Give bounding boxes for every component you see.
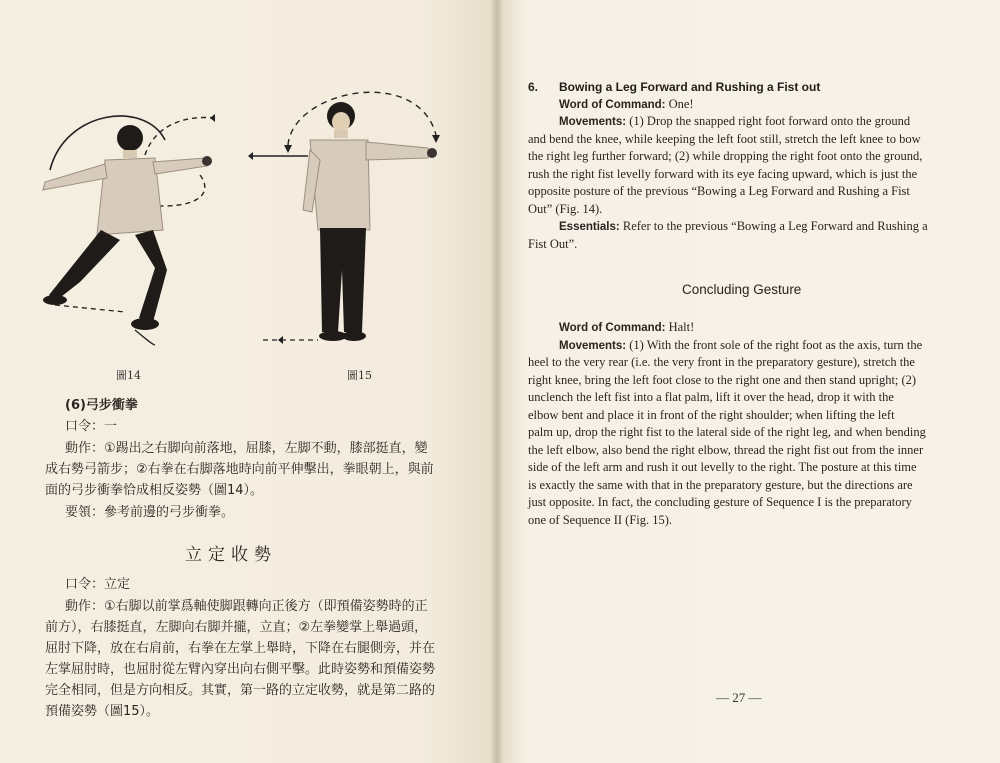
section-6-essentials-line bbox=[559, 218, 928, 237]
concluding-movements-line: unclench the left fist into a flat palm, lift it over the head, drop it with the bbox=[528, 390, 894, 404]
section-6-command-en bbox=[559, 96, 694, 115]
concluding-command-en bbox=[559, 319, 694, 338]
section-6-title-en: Bowing a Leg Forward and Rushing a Fist out bbox=[559, 80, 821, 94]
figure-15-illustration bbox=[248, 70, 458, 350]
section-6-title-zh: (6)弓步衝拳 bbox=[65, 398, 138, 413]
section-6-essentials-line: Fist Out”. bbox=[528, 237, 578, 251]
concluding-movements-line: heel to the very rear (i.e. the very front in the preparatory gesture), stretch the bbox=[528, 355, 915, 369]
concluding-movements-line bbox=[559, 337, 922, 356]
essentials-text: Refer to the previous “Bowing a Leg Forward and Rushing a bbox=[622, 219, 928, 233]
section-6-movements-line: the right leg further forward; (2) while dropping the right foot onto the ground, bbox=[528, 149, 923, 163]
section-6-movements-line bbox=[559, 113, 954, 132]
concluding-movement-line: 完全相同，但是方向相反。其實，第一路的立定收勢，就是第二路的 bbox=[45, 683, 436, 698]
concluding-heading-en: Concluding Gesture bbox=[682, 282, 802, 297]
concluding-movements-line: palm up, drop the right fist to the lateral side of the right leg, and when bending bbox=[528, 425, 926, 439]
command-value: One! bbox=[668, 97, 694, 111]
concluding-movements-line: just opposite. In fact, the concluding gesture of Sequence I is the preparatory bbox=[528, 495, 912, 509]
concluding-heading-zh: 立定收勢 bbox=[185, 545, 277, 565]
figure-15-caption: 圖15 bbox=[347, 369, 372, 382]
section-6-movements-line: Out” (Fig. 14). bbox=[528, 202, 603, 216]
command-value: Halt! bbox=[668, 320, 695, 334]
section-6-movement-line: 面的弓步衝拳恰成相反姿勢（圖14）。 bbox=[45, 483, 264, 498]
martial-arts-figure-bow-stance-icon bbox=[35, 100, 235, 350]
concluding-movements-line: is exactly the same with that in the preparatory gesture, but the directions are bbox=[528, 478, 913, 492]
figure-14-illustration bbox=[35, 100, 235, 350]
book-gutter bbox=[490, 0, 504, 763]
concluding-movement-line: 預備姿勢（圖15）。 bbox=[45, 704, 160, 719]
concluding-movement-line: 左掌屈肘時，也屈肘從左臂內穿出向右側平擊。此時姿勢和預備姿勢 bbox=[45, 662, 436, 677]
concluding-command-zh: 口令：立定 bbox=[65, 577, 131, 592]
concluding-movements-line: elbow bent and place it in front of the right shoulder; when lifting the left bbox=[528, 408, 895, 422]
command-label: Word of Command: bbox=[559, 322, 666, 334]
movements-text: (1) Drop the snapped right foot forward onto the ground bbox=[629, 114, 911, 128]
movements-label: Movements: bbox=[559, 340, 627, 352]
section-6-number: 6. bbox=[528, 80, 539, 94]
concluding-movement-line: 動作：①右脚以前掌爲軸使脚跟轉向正後方（即預備姿勢時的正 bbox=[65, 599, 428, 614]
section-6-movements-line: rush the right fist levelly forward with its eye facing upward, which is just the bbox=[528, 167, 918, 181]
movements-label: Movements: bbox=[559, 116, 627, 128]
concluding-movements-line: right knee, bring the left foot close to the right one and then stand upright; (2) bbox=[528, 373, 917, 387]
essentials-label: Essentials: bbox=[559, 221, 620, 233]
command-label: Word of Command: bbox=[559, 99, 666, 111]
section-6-essentials-zh: 要領：參考前邊的弓步衝拳。 bbox=[65, 505, 235, 520]
section-6-movements-line: and bend the knee, while keeping the left foot still, stretch the left knee to bow bbox=[528, 132, 921, 146]
concluding-movements-line: the left elbow, also bend the right elbow, thread the right fist out from the inner bbox=[528, 443, 924, 457]
concluding-movement-line: 前方），右膝挺直，左脚向右脚并攏，立直；②左拳變掌上舉過頭， bbox=[45, 620, 428, 635]
movements-text: (1) With the front sole of the right foot as the axis, turn the bbox=[629, 338, 923, 352]
section-6-movements-line: opposite posture of the previous “Bowing a Leg Forward and Rushing a Fist bbox=[528, 184, 910, 198]
section-6-movement-line: 動作：①踢出之右脚向前落地，屈膝，左脚不動，膝部挺直，變 bbox=[65, 441, 428, 456]
section-6-command-zh: 口令：一 bbox=[65, 419, 118, 434]
figure-14-caption: 圖14 bbox=[116, 369, 141, 382]
martial-arts-figure-standing-icon bbox=[248, 70, 458, 350]
page-number: — 27 — bbox=[716, 690, 762, 705]
concluding-movements-line: one of Sequence II (Fig. 15). bbox=[528, 513, 673, 527]
section-6-movement-line: 成右勢弓箭步；②右拳在右脚落地時向前平伸擊出，拳眼朝上，與前 bbox=[45, 462, 434, 477]
concluding-movement-line: 屈肘下降，放在右肩前，右拳在左掌上舉時，下降在右腿側旁，并在 bbox=[45, 641, 436, 656]
concluding-movements-line: side of the left arm and rush it out levelly to the right. The posture at this time bbox=[528, 460, 917, 474]
